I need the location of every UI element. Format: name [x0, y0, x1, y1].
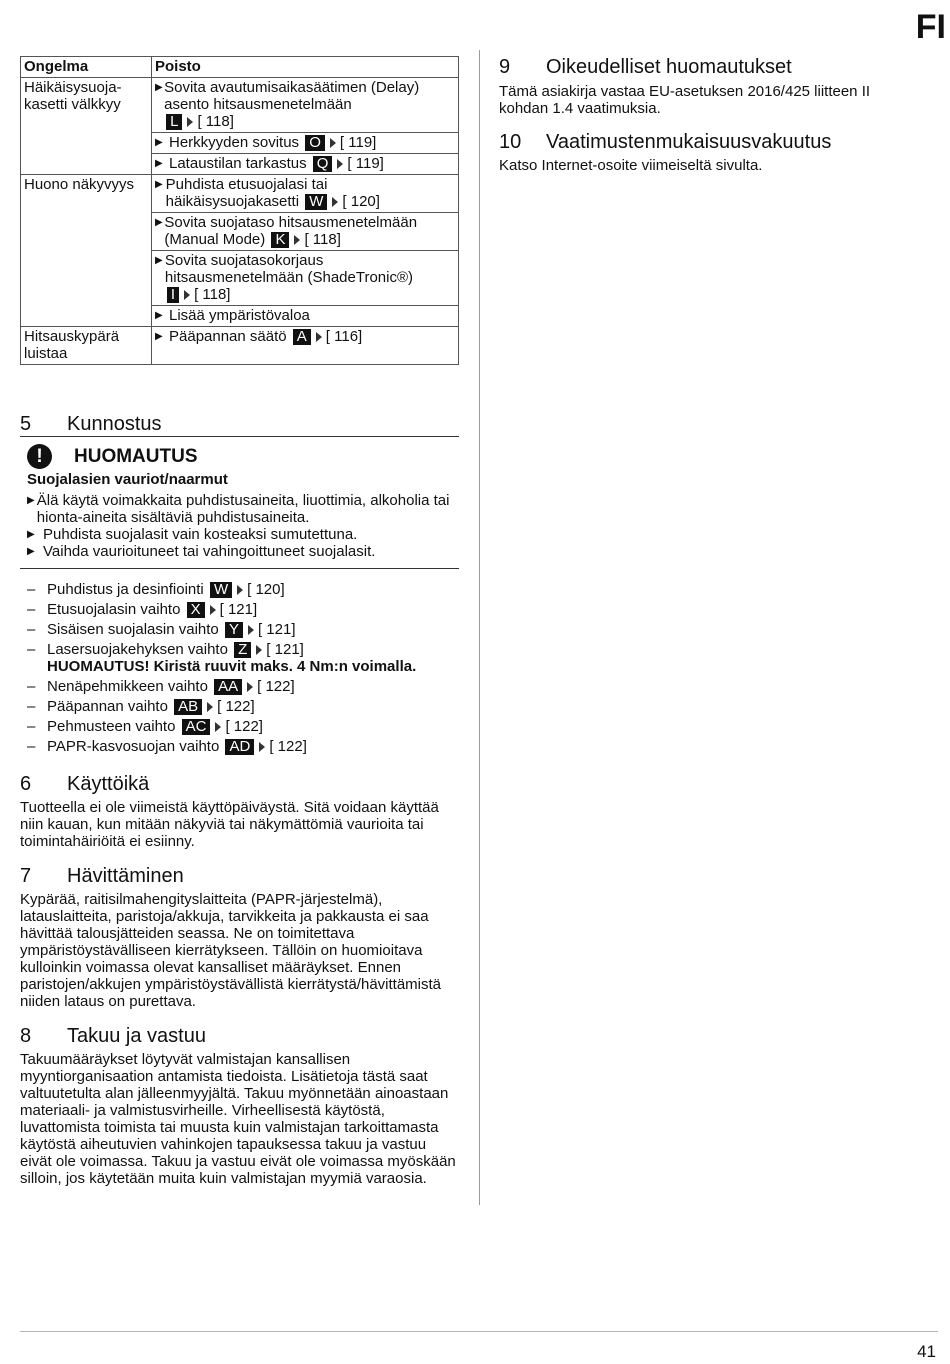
link-arrow-icon	[337, 159, 343, 169]
notice-rule	[20, 568, 459, 569]
column-header-problem: Ongelma	[21, 57, 152, 78]
figure-badge: AA	[214, 679, 242, 695]
link-arrow-icon	[207, 702, 213, 712]
torque-warning: HUOMAUTUS! Kiristä ruuvit maks. 4 Nm:n voimalla.	[47, 658, 417, 675]
figure-badge: O	[305, 135, 325, 151]
remedy-text: Pääpannan säätö	[169, 328, 287, 345]
list-item: ▶ Vaihda vaurioituneet tai vahingoittuneet suojalasit.	[27, 543, 376, 560]
link-arrow-icon	[330, 138, 336, 148]
column-header-remedy: Poisto	[152, 57, 459, 78]
footer-rule	[20, 1331, 938, 1332]
problem-cell: Häikäisysuoja-kasetti välkkyy	[21, 78, 152, 175]
arrow-right-icon: ▶	[27, 529, 35, 540]
remedy-cell	[152, 306, 459, 327]
link-arrow-icon	[256, 645, 262, 655]
table-header-row	[21, 57, 459, 78]
remedy-text: Lisää ympäristövaloa	[169, 307, 310, 324]
figure-badge: W	[210, 582, 232, 598]
section-body: Kypärää, raitisilmahengityslaitteita (PAPR-järjestelmä), latauslaitteita, paristoja/akkuja, tarvikkeita ja pakkausta ei saa hävittää talousjätteiden seassa. Ne on toimitettava ympäristöystävälliseen kierrätykseen. Tällöin on huomioitava kulloinkin voimassa olevat kansalliset määräykset. Ennen paristojen/akkujen ympäristöystävällistä kierrätystä/hävittämistä niiden lataus on purettava.	[20, 891, 442, 1010]
figure-badge: Q	[313, 156, 333, 172]
section-body: Tuotteella ei ole viimeistä käyttöpäiväystä. Sitä voidaan käyttää niin kauan, kun mitään näkyviä tai näkymättömiä vaurioita tai toimintahäiriöitä ei esiinny.	[20, 799, 439, 850]
section-heading: 5 Kunnostus	[20, 413, 162, 435]
section-body: Tämä asiakirja vastaa EU-asetuksen 2016/425 liitteen II kohdan 1.4 vaatimuksia.	[499, 83, 871, 117]
figure-badge: L	[166, 114, 182, 130]
link-arrow-icon	[215, 722, 221, 732]
arrow-right-icon: ▶	[155, 217, 163, 228]
remedy-cell	[152, 133, 459, 154]
remedy-cell	[152, 251, 459, 306]
section-body: Katso Internet-osoite viimeiseltä sivulta.	[499, 157, 763, 174]
section-heading: 6 Käyttöikä	[20, 773, 150, 795]
page-number: 41	[917, 1342, 936, 1361]
remedy-text: Sovita suojataso hitsausmenetelmään (Manual Mode)	[164, 214, 418, 248]
page-reference[interactable]: [ 119]	[347, 155, 384, 172]
page-reference[interactable]: [ 122]	[269, 738, 307, 755]
problem-cell: Huono näkyvyys	[21, 175, 152, 327]
list-item: – Pehmusteen vaihto AC [ 122]	[27, 718, 263, 735]
figure-badge: Y	[225, 622, 243, 638]
page-reference[interactable]: [ 118]	[194, 286, 231, 303]
troubleshooting-table	[20, 56, 459, 365]
page-reference[interactable]: [ 120]	[342, 193, 380, 210]
remedy-text: Puhdista etusuojalasi tai häikäisysuojakasetti	[165, 176, 328, 210]
page-reference[interactable]: [ 122]	[257, 678, 295, 695]
notice-list	[27, 492, 457, 560]
page-reference[interactable]: [ 121]	[257, 621, 296, 638]
warning-icon: !	[27, 444, 52, 469]
page-reference[interactable]: [ 120]	[247, 581, 285, 598]
maintenance-list	[27, 581, 457, 758]
remedy-cell	[152, 213, 459, 251]
link-arrow-icon	[294, 235, 300, 245]
list-item: ▶ Älä käytä voimakkaita puhdistusaineita, liuottimia, alkoholia tai hionta-aineita sisältäviä puhdistusaineita.	[27, 492, 450, 526]
section-heading: 7 Hävittäminen	[20, 865, 184, 887]
link-arrow-icon	[237, 585, 243, 595]
link-arrow-icon	[248, 625, 254, 635]
remedy-cell	[152, 154, 459, 175]
arrow-right-icon: ▶	[155, 310, 163, 321]
arrow-right-icon: ▶	[27, 495, 35, 506]
section-heading: 10 Vaatimustenmukaisuusvakuutus	[499, 131, 832, 153]
link-arrow-icon	[210, 605, 216, 615]
section-body: Takuumääräykset löytyvät valmistajan kansallisen myyntiorganisaation antamista tiedoista. Lisätietoja tästä saat valtuutetulta alan jälleenmyyjältä. Takuu myönnetään ainoastaan materiaali- ja valmistusvirheille. Virheellisestä käytöstä, luvattomista toimista tai muusta kuin valmistajan tarkoittamasta käytöstä aiheutuvien vahinkojen tapauksessa takuu ja vastuu eivät ole voimassa. Takuu ja vastuu eivät ole voimassa myöskään silloin, jos käytetään muita kuin valmistajan myymiä varaosia.	[20, 1051, 456, 1187]
list-item: – Etusuojalasin vaihto X [ 121]	[27, 601, 258, 618]
section-heading: 8 Takuu ja vastuu	[20, 1025, 206, 1047]
page-reference[interactable]: [ 122]	[217, 698, 255, 715]
page-reference[interactable]: [ 118]	[304, 231, 341, 248]
remedy-cell	[152, 327, 459, 365]
arrow-right-icon: ▶	[155, 158, 163, 169]
arrow-right-icon: ▶	[155, 331, 163, 342]
arrow-right-icon: ▶	[155, 255, 163, 266]
remedy-cell	[152, 78, 459, 133]
arrow-right-icon: ▶	[155, 179, 163, 190]
link-arrow-icon	[259, 742, 265, 752]
section-heading: 9 Oikeudelliset huomautukset	[499, 56, 792, 78]
table-row	[21, 78, 459, 133]
column-divider	[479, 50, 480, 1205]
arrow-right-icon: ▶	[155, 82, 163, 93]
problem-cell: Hitsauskypärä luistaa	[21, 327, 152, 365]
language-code: FI	[915, 8, 946, 46]
figure-badge: AC	[182, 719, 211, 735]
link-arrow-icon	[184, 290, 190, 300]
list-item: – Sisäisen suojalasin vaihto Y [ 121]	[27, 621, 296, 638]
list-item: – PAPR-kasvosuojan vaihto AD [ 122]	[27, 738, 307, 755]
list-item: – Nenäpehmikkeen vaihto AA [ 122]	[27, 678, 295, 695]
figure-badge: AD	[225, 739, 254, 755]
notice-box	[27, 444, 457, 560]
page-reference[interactable]: [ 121]	[219, 601, 258, 618]
figure-badge: W	[305, 194, 327, 210]
remedy-text: Herkkyyden sovitus	[169, 134, 300, 151]
link-arrow-icon	[187, 117, 193, 127]
arrow-right-icon: ▶	[155, 137, 163, 148]
page-reference[interactable]: [ 119]	[339, 134, 377, 151]
table-row	[21, 327, 459, 365]
link-arrow-icon	[332, 197, 338, 207]
figure-badge: X	[187, 602, 205, 618]
figure-badge: A	[293, 329, 311, 345]
link-arrow-icon	[316, 332, 322, 342]
figure-badge: AB	[174, 699, 202, 715]
list-item: – Puhdistus ja desinfiointi W [ 120]	[27, 581, 285, 598]
notice-subtitle: Suojalasien vauriot/naarmut	[27, 471, 228, 488]
list-item: ▶ Puhdista suojalasit vain kosteaksi sumutettuna.	[27, 526, 358, 543]
notice-title: HUOMAUTUS	[74, 446, 198, 467]
table-row	[21, 175, 459, 213]
page-reference[interactable]: [ 121]	[266, 641, 304, 658]
remedy-cell	[152, 175, 459, 213]
figure-badge: Z	[234, 642, 251, 658]
page-reference[interactable]: [ 116]	[325, 328, 363, 345]
heading-rule	[20, 436, 459, 437]
figure-badge: K	[271, 232, 289, 248]
list-item: – Lasersuojakehyksen vaihto Z [ 121] HUOMAUTUS! Kiristä ruuvit maks. 4 Nm:n voimalla.	[27, 641, 417, 675]
page-reference[interactable]: [ 118]	[197, 113, 234, 130]
figure-badge: I	[167, 287, 179, 303]
page-reference[interactable]: [ 122]	[225, 718, 263, 735]
arrow-right-icon: ▶	[27, 546, 35, 557]
remedy-text: Sovita suojatasokorjaus hitsausmenetelmään (ShadeTronic®)	[164, 252, 414, 286]
remedy-text: Sovita avautumisaikasäätimen (Delay) asento hitsausmenetelmään	[164, 79, 420, 113]
remedy-text: Lataustilan tarkastus	[169, 155, 307, 172]
list-item: – Pääpannan vaihto AB [ 122]	[27, 698, 255, 715]
link-arrow-icon	[247, 682, 253, 692]
